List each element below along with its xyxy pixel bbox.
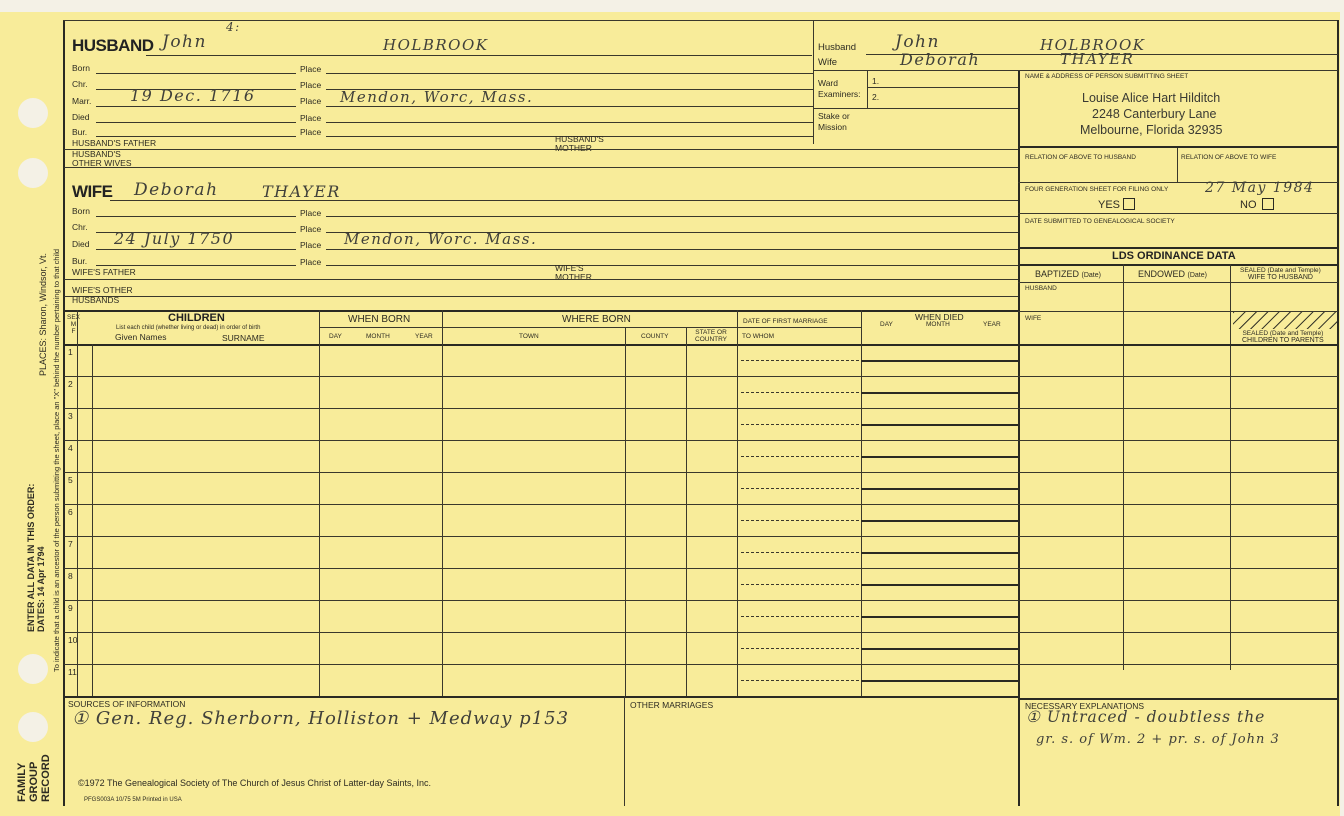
- summary-husband-label: Husband: [818, 42, 857, 53]
- child-row-number: 5: [68, 475, 73, 485]
- wife-surname: THAYER: [262, 182, 341, 201]
- marriage-dash-line: [741, 648, 859, 649]
- rule: [624, 696, 625, 806]
- when-born-header: WHEN BORN: [348, 314, 411, 325]
- husband-born-label: Born: [72, 63, 90, 73]
- four-gen-label: FOUR GENERATION SHEET FOR FILING ONLY: [1025, 186, 1169, 193]
- right-panel-divider: [1018, 70, 1020, 806]
- print-code: PFGS003A 10/75 5M Printed in USA: [84, 797, 182, 803]
- rule: [96, 136, 296, 137]
- rule: [867, 70, 868, 108]
- husband-bur-label: Bur.: [72, 127, 88, 137]
- husband-died-label: Died: [72, 112, 90, 122]
- child-row-divider: [64, 408, 1338, 409]
- to-whom-header: TO WHOM: [742, 333, 775, 340]
- marriage-place: Mendon, Worc, Mass.: [340, 88, 534, 106]
- rule: [96, 249, 296, 250]
- rule: [813, 70, 1338, 71]
- death-date-line: [861, 392, 1018, 394]
- rule: [813, 108, 1018, 109]
- husband-marr-place-label: Place: [300, 96, 322, 106]
- rule: [442, 327, 738, 328]
- first-marriage-header: DATE OF FIRST MARRIAGE: [743, 318, 828, 325]
- rule: [737, 310, 738, 696]
- sealed-wife-label: SEALED (Date and Temple) WIFE TO HUSBAND: [1240, 267, 1321, 281]
- rule: [64, 344, 1338, 346]
- wife-died-place: Mendon, Worc. Mass.: [344, 230, 538, 248]
- wife-died-place-label: Place: [300, 240, 322, 250]
- husband-given-name: John: [162, 32, 207, 52]
- rule: [96, 122, 296, 123]
- marriage-dash-line: [741, 360, 859, 361]
- rule: [96, 73, 296, 74]
- husband-surname: HOLBROOK: [383, 36, 489, 54]
- rule: [1230, 264, 1231, 670]
- death-date-line: [861, 424, 1018, 426]
- marriage-dash-line: [741, 424, 859, 425]
- wife-died-label: Died: [72, 239, 90, 249]
- lds-ordinance-title: LDS ORDINANCE DATA: [1112, 250, 1236, 262]
- rule: [1018, 146, 1338, 148]
- rule: [867, 87, 1018, 88]
- lds-wife-label: WIFE: [1025, 315, 1042, 322]
- child-row-number: 3: [68, 411, 73, 421]
- state-header: STATE OR COUNTRY: [695, 329, 728, 343]
- died-day-header: DAY: [880, 321, 893, 328]
- child-row-divider: [64, 632, 1338, 633]
- rule: [686, 327, 687, 696]
- relation-husband-label: RELATION OF ABOVE TO HUSBAND: [1025, 154, 1136, 161]
- rule: [1123, 264, 1124, 670]
- rule: [96, 216, 296, 217]
- endowed-label: ENDOWED (Date): [1138, 269, 1207, 279]
- rule: [64, 279, 1018, 280]
- marriage-dash-line: [741, 456, 859, 457]
- child-row-divider: [64, 664, 1338, 665]
- wife-given-name: Deborah: [134, 180, 219, 200]
- children-subheader: List each child (whether living or dead) in order of birth: [116, 325, 261, 331]
- death-date-line: [861, 360, 1018, 362]
- copyright-notice: ©1972 The Genealogical Society of The Church of Jesus Christ of Latter-day Saints, Inc.: [78, 778, 431, 788]
- wifes-other-husbands-label: WIFE'S OTHER HUSBANDS: [72, 285, 133, 305]
- summary-divider: [813, 20, 814, 144]
- rule: [64, 296, 1018, 297]
- child-row-divider: [64, 600, 1338, 601]
- wife-chr-place-label: Place: [300, 224, 322, 234]
- rule: [326, 216, 1018, 217]
- child-row-number: 11: [68, 667, 77, 677]
- child-row-number: 1: [68, 347, 73, 357]
- death-date-line: [861, 488, 1018, 490]
- town-header: TOWN: [519, 333, 539, 340]
- name-address-label: NAME & ADDRESS OF PERSON SUBMITTING SHEET: [1025, 73, 1189, 80]
- marriage-dash-line: [741, 488, 859, 489]
- side-ancestor-instruction: To indicate that a child is an ancestor of the person submitting the sheet, place an "X" behind the number pertaining to that child: [52, 248, 61, 672]
- wife-bur-place-label: Place: [300, 257, 322, 267]
- rule: [326, 265, 1018, 266]
- death-date-line: [861, 680, 1018, 682]
- marriage-dash-line: [741, 616, 859, 617]
- child-row-number: 10: [68, 635, 78, 645]
- other-marriages-label: OTHER MARRIAGES: [630, 700, 714, 710]
- rule: [625, 327, 626, 696]
- stake-mission-label: Stake or Mission: [818, 111, 850, 132]
- wife-label: WIFE: [72, 182, 113, 201]
- surname-header: SURNAME: [222, 333, 265, 343]
- family-group-record-title: FAMILY GROUP RECORD: [16, 754, 52, 802]
- child-row-divider: [64, 568, 1338, 569]
- wife-born-label: Born: [72, 206, 90, 216]
- child-row-number: 8: [68, 571, 73, 581]
- frame-left: [63, 20, 65, 806]
- child-row-number: 4: [68, 443, 73, 453]
- rule: [96, 265, 296, 266]
- frame-top: [63, 20, 1337, 21]
- rule: [442, 310, 443, 696]
- rule: [1018, 698, 1338, 700]
- summary-husband-surname: HOLBROOK: [1040, 36, 1146, 54]
- summary-wife-label: Wife: [818, 57, 837, 68]
- death-date-line: [861, 648, 1018, 650]
- death-date-line: [861, 520, 1018, 522]
- children-header: CHILDREN: [168, 312, 225, 324]
- submitter-city: Melbourne, Florida 32935: [1080, 123, 1223, 137]
- ward-number-2: 2.: [872, 92, 880, 102]
- wife-chr-label: Chr.: [72, 222, 88, 232]
- child-row-number: 9: [68, 603, 73, 613]
- rule: [92, 344, 93, 696]
- baptized-label: BAPTIZED (Date): [1035, 269, 1101, 279]
- punch-hole: [18, 654, 48, 684]
- husband-label: HUSBAND: [72, 36, 154, 55]
- child-row-number: 2: [68, 379, 73, 389]
- lds-husband-label: HUSBAND: [1025, 285, 1057, 292]
- death-date-line: [861, 616, 1018, 618]
- born-month-header: MONTH: [366, 333, 390, 340]
- side-places: PLACES: Sharon, Windsor, Vt.: [38, 252, 48, 376]
- wife-born-place-label: Place: [300, 208, 322, 218]
- child-row-divider: [64, 504, 1338, 505]
- rule: [319, 327, 443, 328]
- sources-label: SOURCES OF INFORMATION: [68, 699, 186, 709]
- marriage-dash-line: [741, 584, 859, 585]
- relation-wife-label: RELATION OF ABOVE TO WIFE: [1181, 154, 1277, 161]
- necessary-explanations-label: NECESSARY EXPLANATIONS: [1025, 701, 1145, 711]
- died-year-header: YEAR: [983, 321, 1001, 328]
- marriage-dash-line: [741, 520, 859, 521]
- child-row-divider: [64, 376, 1338, 377]
- child-row-number: 7: [68, 539, 73, 549]
- husband-line: [146, 55, 812, 56]
- punch-hole: [18, 712, 48, 742]
- no-checkbox[interactable]: [1262, 198, 1274, 210]
- explanation-line-2: gr. s. of Wm. 2 + pr. s. of John 3: [1036, 732, 1280, 747]
- rule: [1018, 282, 1338, 283]
- marriage-dash-line: [741, 392, 859, 393]
- husband-generation: 4:: [226, 20, 241, 34]
- four-gen-date: 27 May 1984: [1205, 180, 1315, 196]
- summary-wife-surname: THAYER: [1060, 50, 1135, 68]
- husband-chr-place-label: Place: [300, 80, 322, 90]
- wifes-mother-label: WIFE'S MOTHER: [555, 263, 592, 282]
- marriage-date: 19 Dec. 1716: [130, 86, 256, 105]
- rule: [64, 167, 1018, 168]
- child-row-divider: [64, 536, 1338, 537]
- child-row-divider: [64, 472, 1338, 473]
- born-day-header: DAY: [329, 333, 342, 340]
- death-date-line: [861, 584, 1018, 586]
- sealed-children-label: SEALED (Date and Temple) CHILDREN TO PARENTS: [1242, 330, 1324, 344]
- child-row-divider: [64, 440, 1338, 441]
- side-enter-order: ENTER ALL DATA IN THIS ORDER: DATES: 14 Apr 1794: [26, 483, 46, 632]
- rule: [326, 73, 813, 74]
- died-month-header: MONTH: [926, 321, 950, 328]
- wifes-father-label: WIFE'S FATHER: [72, 267, 136, 277]
- family-group-record-sheet: [0, 12, 1340, 816]
- rule: [64, 696, 1018, 698]
- explanation-line-1: ① Untraced - doubtless the: [1026, 708, 1266, 726]
- husband-bur-place-label: Place: [300, 127, 322, 137]
- rule: [1018, 213, 1338, 214]
- death-date-line: [861, 552, 1018, 554]
- ward-examiners-label: Ward Examiners:: [818, 78, 861, 99]
- wife-line: [110, 200, 1018, 201]
- marriage-dash-line: [741, 680, 859, 681]
- marriage-dash-line: [741, 552, 859, 553]
- no-label: NO: [1240, 199, 1257, 211]
- punch-hole: [18, 158, 48, 188]
- yes-checkbox[interactable]: [1123, 198, 1135, 210]
- wife-died-date: 24 July 1750: [114, 229, 235, 248]
- yes-label: YES: [1098, 199, 1121, 211]
- rule: [64, 149, 1018, 150]
- husband-born-place-label: Place: [300, 64, 322, 74]
- ward-number-1: 1.: [872, 76, 880, 86]
- frame-right: [1337, 20, 1339, 806]
- when-died-header: WHEN DIED: [915, 312, 964, 322]
- husband-chr-label: Chr.: [72, 79, 88, 89]
- hatched-box: [1233, 312, 1337, 329]
- rule: [326, 106, 813, 107]
- husbands-other-wives-label: HUSBAND'S OTHER WIVES: [72, 149, 132, 168]
- rule: [861, 310, 862, 696]
- rule: [326, 122, 813, 123]
- husband-marr-label: Marr.: [72, 96, 92, 106]
- husbands-father-label: HUSBAND'S FATHER: [72, 138, 157, 148]
- rule: [96, 106, 296, 107]
- summary-husband-name: John: [895, 32, 940, 52]
- child-row-number: 6: [68, 507, 73, 517]
- rule: [326, 249, 1018, 250]
- rule: [737, 327, 861, 328]
- husbands-mother-label: HUSBAND'S MOTHER: [555, 134, 604, 153]
- husband-died-place-label: Place: [300, 113, 322, 123]
- born-year-header: YEAR: [415, 333, 433, 340]
- submitter-street: 2248 Canterbury Lane: [1092, 107, 1217, 121]
- county-header: COUNTY: [641, 333, 669, 340]
- rule: [319, 310, 320, 696]
- rule: [1177, 148, 1178, 182]
- wife-bur-label: Bur.: [72, 256, 88, 266]
- given-names-header: Given Names: [115, 332, 167, 342]
- sources-text: ① Gen. Reg. Sherborn, Holliston + Medway p153: [72, 708, 570, 729]
- where-born-header: WHERE BORN: [562, 314, 631, 325]
- submitter-name: Louise Alice Hart Hilditch: [1082, 91, 1221, 105]
- date-submitted-label: DATE SUBMITTED TO GENEALOGICAL SOCIETY: [1025, 218, 1175, 225]
- sex-header: SEX M F: [67, 314, 81, 335]
- death-date-line: [861, 456, 1018, 458]
- summary-wife-name: Deborah: [900, 50, 981, 69]
- rule: [1018, 264, 1338, 266]
- rule: [1018, 247, 1338, 249]
- punch-hole: [18, 98, 48, 128]
